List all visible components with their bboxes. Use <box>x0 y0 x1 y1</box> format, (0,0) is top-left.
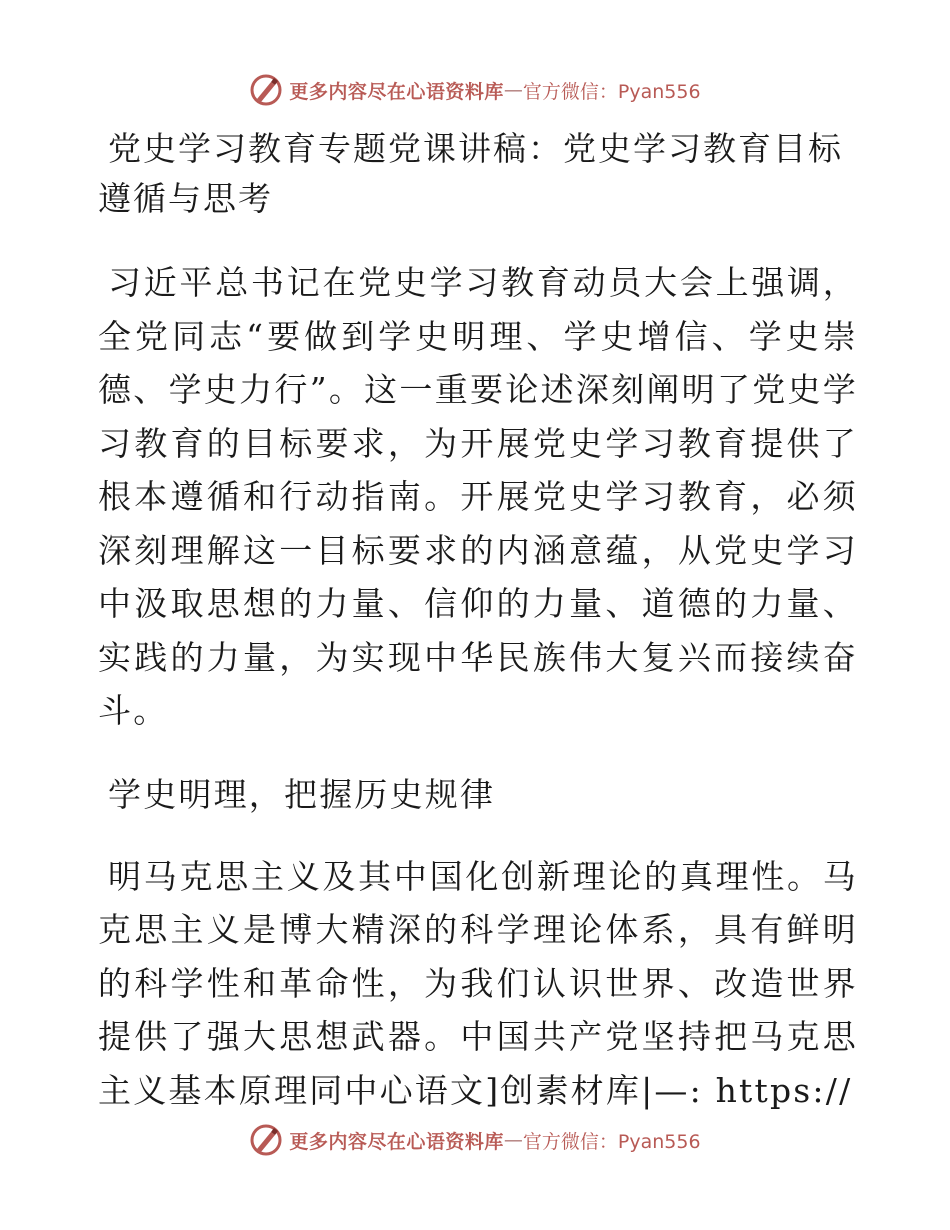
footer-watermark <box>0 1120 950 1160</box>
watermark-brand: 更多内容尽在心语资料库 <box>289 1130 504 1153</box>
pen-logo-icon <box>249 73 283 107</box>
document-title: 党史学习教育专题党课讲稿：党史学习教育目标遵循与思考 <box>98 129 843 218</box>
watermark-dash: — <box>503 1129 523 1151</box>
watermark-dash: — <box>503 79 523 101</box>
watermark-brand: 更多内容尽在心语资料库 <box>289 80 504 103</box>
pen-logo-icon <box>249 1123 283 1157</box>
document-body <box>98 124 858 1117</box>
watermark-contact: 官方微信：Pyan556 <box>522 80 701 103</box>
paragraph-body: 明马克思主义及其中国化创新理论的真理性。马克思主义是博大精深的科学理论体系，具有鲜明的科学性和革命性，为我们认识世界、改造世界提供了强大思想武器。中国共产党坚持把马克思主义基本原理同中心语文]创素材库|—: https:// <box>98 856 858 1110</box>
header-watermark <box>0 70 950 110</box>
paragraph-intro: 习近平总书记在党史学习教育动员大会上强调，全党同志“要做到学史明理、学史增信、学史崇德、学史力行”。这一重要论述深刻阐明了党史学习教育的目标要求，为开展党史学习教育提供了根本遵循和行动指南。开展党史学习教育，必须深刻理解这一目标要求的内涵意蕴，从党史学习中汲取思想的力量、信仰的力量、道德的力量、实践的力量，为实现中华民族伟大复兴而接续奋斗。 <box>98 263 858 730</box>
watermark-contact: 官方微信：Pyan556 <box>522 1130 701 1153</box>
section-heading: 学史明理，把握历史规律 <box>108 774 496 814</box>
